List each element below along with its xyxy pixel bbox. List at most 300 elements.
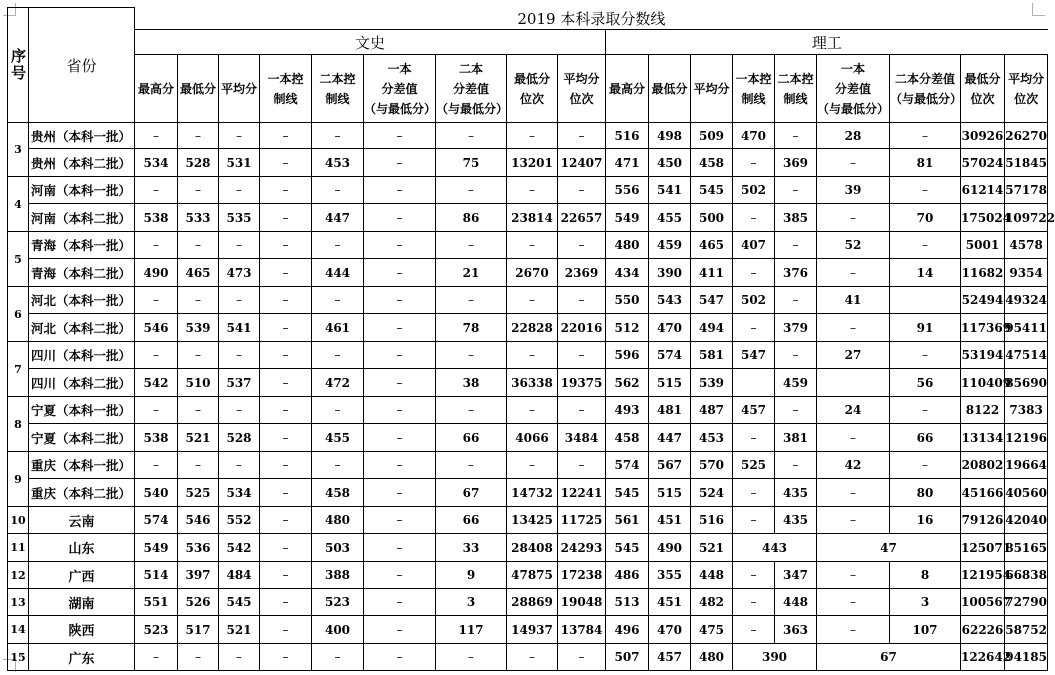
score-cell: 24 [817, 397, 890, 424]
score-cell: – [890, 123, 961, 149]
score-cell: 13784 [558, 616, 606, 644]
score-cell: 27 [817, 342, 890, 369]
score-cell: 498 [649, 123, 691, 149]
score-cell: 465 [178, 259, 219, 287]
score-cell: 539 [691, 369, 733, 397]
row-seq: 15 [8, 644, 29, 671]
table-row [8, 589, 1048, 616]
score-cell: 453 [691, 424, 733, 452]
score-cell: 545 [606, 534, 649, 562]
score-cell: 53194 [961, 342, 1005, 369]
score-cell: – [260, 562, 312, 589]
score-cell: 397 [178, 562, 219, 589]
score-cell: 545 [606, 479, 649, 507]
score-cell: – [178, 452, 219, 479]
score-cell: 556 [606, 177, 649, 204]
province-name: 四川（本科二批） [29, 369, 135, 397]
province-name: 宁夏（本科二批） [29, 424, 135, 452]
score-cell: – [364, 397, 436, 424]
column-header: 二本控 制线 [312, 55, 364, 123]
score-cell: – [817, 507, 890, 534]
score-cell: – [733, 479, 775, 507]
score-cell: 435 [775, 479, 817, 507]
score-cell: – [312, 123, 364, 149]
score-cell: – [436, 232, 507, 259]
score-cell: 5001 [961, 232, 1005, 259]
score-cell: – [436, 397, 507, 424]
score-cell: 515 [649, 479, 691, 507]
score-cell: – [890, 177, 961, 204]
score-cell: 9354 [1005, 259, 1048, 287]
score-cell: – [364, 424, 436, 452]
score-cell: – [775, 287, 817, 314]
score-cell: 66 [890, 424, 961, 452]
score-cell: 21 [436, 259, 507, 287]
score-cell: 513 [606, 589, 649, 616]
score-cell: 390 [733, 644, 817, 671]
score-cell: 516 [691, 507, 733, 534]
score-cell: – [775, 123, 817, 149]
score-cell: 86 [436, 204, 507, 232]
score-cell: – [364, 616, 436, 644]
score-cell: – [507, 644, 558, 671]
table-row [8, 397, 1048, 424]
score-cell [733, 369, 775, 397]
score-cell: 531 [219, 149, 260, 177]
score-cell: – [890, 342, 961, 369]
score-cell: – [260, 534, 312, 562]
score-cell: – [817, 616, 890, 644]
score-cell: 56 [890, 369, 961, 397]
score-cell: – [733, 424, 775, 452]
score-cell: – [507, 123, 558, 149]
score-cell: – [312, 287, 364, 314]
score-cell: 400 [312, 616, 364, 644]
score-cell: 75 [436, 149, 507, 177]
province-name: 河北（本科二批） [29, 314, 135, 342]
score-cell: – [178, 123, 219, 149]
score-cell: 9 [436, 562, 507, 589]
row-seq: 13 [8, 589, 29, 616]
score-cell: 542 [219, 534, 260, 562]
score-cell: 19375 [558, 369, 606, 397]
score-cell: 117369 [961, 314, 1005, 342]
score-cell: – [260, 204, 312, 232]
row-seq: 4 [8, 177, 29, 232]
score-cell: 67 [436, 479, 507, 507]
score-cell: 3 [436, 589, 507, 616]
score-cell: 42040 [1005, 507, 1048, 534]
province-header: 省份 [29, 8, 135, 123]
score-cell: 458 [691, 149, 733, 177]
column-header: 二本控 制线 [775, 55, 817, 123]
table-row [8, 232, 1048, 259]
score-cell: – [364, 342, 436, 369]
score-cell: 570 [691, 452, 733, 479]
seq-header: 序号 [8, 8, 29, 123]
score-cell: 41 [817, 287, 890, 314]
score-cell: 19664 [1005, 452, 1048, 479]
score-cell: 538 [135, 424, 178, 452]
score-cell: 457 [649, 644, 691, 671]
score-cell: 13425 [507, 507, 558, 534]
column-header: 一本 分差值 （与最低分） [364, 55, 436, 123]
score-cell: – [890, 452, 961, 479]
score-cell: – [260, 424, 312, 452]
table-row [8, 424, 1048, 452]
score-cell: – [364, 123, 436, 149]
score-cell: – [260, 397, 312, 424]
score-cell: 542 [135, 369, 178, 397]
score-cell: – [260, 123, 312, 149]
score-cell: 448 [691, 562, 733, 589]
score-cell: – [178, 644, 219, 671]
score-cell: – [364, 644, 436, 671]
score-cell: 496 [606, 616, 649, 644]
score-cell: – [733, 149, 775, 177]
score-cell: – [507, 232, 558, 259]
score-cell: 528 [178, 149, 219, 177]
score-cell: – [558, 452, 606, 479]
score-cell: 45166 [961, 479, 1005, 507]
province-name: 青海（本科二批） [29, 259, 135, 287]
score-cell: – [364, 589, 436, 616]
score-cell: 2670 [507, 259, 558, 287]
score-cell: 534 [135, 149, 178, 177]
score-cell: 38 [436, 369, 507, 397]
score-cell: 14937 [507, 616, 558, 644]
score-cell: – [558, 397, 606, 424]
table-row [8, 123, 1048, 149]
score-cell: 22016 [558, 314, 606, 342]
score-cell: – [364, 369, 436, 397]
score-cell: 562 [606, 369, 649, 397]
score-cell: 574 [649, 342, 691, 369]
score-cell: 549 [606, 204, 649, 232]
score-cell: 481 [649, 397, 691, 424]
score-cell: 407 [733, 232, 775, 259]
score-cell: 47514 [1005, 342, 1048, 369]
score-cell: 545 [219, 589, 260, 616]
score-cell: 58752 [1005, 616, 1048, 644]
score-cell: – [135, 177, 178, 204]
score-cell: – [507, 342, 558, 369]
score-cell: 486 [606, 562, 649, 589]
score-cell: 78 [436, 314, 507, 342]
score-cell: 484 [219, 562, 260, 589]
score-cell: 57178 [1005, 177, 1048, 204]
score-cell: – [558, 342, 606, 369]
score-cell: – [364, 259, 436, 287]
score-cell: 473 [219, 259, 260, 287]
score-cell: 39 [817, 177, 890, 204]
row-seq: 12 [8, 562, 29, 589]
score-cell: 561 [606, 507, 649, 534]
score-cell: – [364, 287, 436, 314]
score-cell: 388 [312, 562, 364, 589]
score-cell: – [364, 479, 436, 507]
score-cell: 523 [312, 589, 364, 616]
score-cell: 107 [890, 616, 961, 644]
score-cell: – [733, 314, 775, 342]
score-cell: 7383 [1005, 397, 1048, 424]
score-cell: 551 [135, 589, 178, 616]
score-cell: 470 [733, 123, 775, 149]
score-cell: 355 [649, 562, 691, 589]
score-cell: 70 [890, 204, 961, 232]
column-header: 最高分 [135, 55, 178, 123]
score-cell: – [436, 123, 507, 149]
score-cell: 480 [312, 507, 364, 534]
score-cell: 8122 [961, 397, 1005, 424]
score-cell: 8 [890, 562, 961, 589]
score-cell: – [507, 177, 558, 204]
score-cell: 457 [733, 397, 775, 424]
table-row [8, 369, 1048, 397]
score-cell: 521 [691, 534, 733, 562]
score-cell: – [364, 232, 436, 259]
score-cell: 546 [135, 314, 178, 342]
score-cell: 26270 [1005, 123, 1048, 149]
score-cell: 51845 [1005, 149, 1048, 177]
table-row [8, 562, 1048, 589]
score-cell: 11682 [961, 259, 1005, 287]
score-cell: – [135, 342, 178, 369]
score-cell: – [260, 452, 312, 479]
table-title: 2019 本科录取分数线 [135, 8, 1048, 30]
score-cell: 28 [817, 123, 890, 149]
province-name: 山东 [29, 534, 135, 562]
score-cell: – [312, 232, 364, 259]
score-cell: 523 [135, 616, 178, 644]
score-cell: 369 [775, 149, 817, 177]
score-cell: 16 [890, 507, 961, 534]
score-cell: 33 [436, 534, 507, 562]
score-cell: – [817, 204, 890, 232]
row-seq: 9 [8, 452, 29, 507]
score-cell: – [364, 534, 436, 562]
score-cell: 533 [178, 204, 219, 232]
score-cell: 545 [691, 177, 733, 204]
score-cell: 110409 [961, 369, 1005, 397]
score-cell: 552 [219, 507, 260, 534]
score-cell: – [135, 397, 178, 424]
score-cell: 42 [817, 452, 890, 479]
province-name: 宁夏（本科一批） [29, 397, 135, 424]
score-cell: – [260, 287, 312, 314]
score-cell: 517 [178, 616, 219, 644]
score-cell: – [364, 562, 436, 589]
table-row [8, 644, 1048, 671]
score-cell: – [436, 287, 507, 314]
score-cell: 535 [219, 204, 260, 232]
column-header: 平均分 位次 [1005, 55, 1048, 123]
score-cell: – [775, 177, 817, 204]
score-cell: 574 [606, 452, 649, 479]
score-cell: 376 [775, 259, 817, 287]
score-cell: 526 [178, 589, 219, 616]
score-cell: 487 [691, 397, 733, 424]
province-name: 陕西 [29, 616, 135, 644]
score-cell: – [733, 259, 775, 287]
score-cell: 538 [135, 204, 178, 232]
score-cell: 490 [649, 534, 691, 562]
score-cell: 434 [606, 259, 649, 287]
score-cell: 411 [691, 259, 733, 287]
score-cell: – [260, 507, 312, 534]
score-cell: – [436, 644, 507, 671]
score-cell: 444 [312, 259, 364, 287]
score-cell: 510 [178, 369, 219, 397]
score-cell: 451 [649, 589, 691, 616]
score-cell: 13134 [961, 424, 1005, 452]
column-header: 最高分 [606, 55, 649, 123]
score-cell: 537 [219, 369, 260, 397]
score-cell: 502 [733, 177, 775, 204]
score-cell: 528 [219, 424, 260, 452]
table-row [8, 507, 1048, 534]
score-cell: 175024 [961, 204, 1005, 232]
score-cell [817, 369, 890, 397]
score-cell: 28408 [507, 534, 558, 562]
score-cell: 515 [649, 369, 691, 397]
score-cell: 450 [649, 149, 691, 177]
table-row [8, 204, 1048, 232]
score-cell: 574 [135, 507, 178, 534]
score-cell: – [364, 149, 436, 177]
score-cell: 19048 [558, 589, 606, 616]
score-cell: – [178, 342, 219, 369]
score-cell: 459 [775, 369, 817, 397]
score-cell: 534 [219, 479, 260, 507]
score-cell: 470 [649, 314, 691, 342]
score-cell: 61214 [961, 177, 1005, 204]
score-cell: 596 [606, 342, 649, 369]
province-name: 四川（本科一批） [29, 342, 135, 369]
table-row [8, 177, 1048, 204]
score-cell: – [364, 314, 436, 342]
score-cell: – [260, 314, 312, 342]
score-cell: – [558, 644, 606, 671]
score-cell: 125071 [961, 534, 1005, 562]
score-cell: 482 [691, 589, 733, 616]
score-cell: 443 [733, 534, 817, 562]
score-cell: 470 [649, 616, 691, 644]
score-cell: 85165 [1005, 534, 1048, 562]
score-cell: – [890, 232, 961, 259]
score-cell: 512 [606, 314, 649, 342]
score-cell: 14 [890, 259, 961, 287]
score-cell: 539 [178, 314, 219, 342]
score-cell: 11725 [558, 507, 606, 534]
score-cell: – [436, 452, 507, 479]
table-row [8, 287, 1048, 314]
column-header: 一本控 制线 [733, 55, 775, 123]
row-seq: 6 [8, 287, 29, 342]
li-header: 理工 [606, 30, 1048, 55]
score-cell: 447 [312, 204, 364, 232]
table-row [8, 534, 1048, 562]
score-cell: 525 [178, 479, 219, 507]
province-name: 河北（本科一批） [29, 287, 135, 314]
column-header: 平均分 位次 [558, 55, 606, 123]
score-cell: – [219, 177, 260, 204]
score-cell: – [507, 287, 558, 314]
score-cell: – [558, 177, 606, 204]
score-cell: 49324 [1005, 287, 1048, 314]
score-cell: 547 [733, 342, 775, 369]
score-cell: – [260, 259, 312, 287]
score-cell: – [178, 397, 219, 424]
score-cell: 465 [691, 232, 733, 259]
score-cell: – [775, 397, 817, 424]
score-cell: 390 [649, 259, 691, 287]
score-cell: 79126 [961, 507, 1005, 534]
score-cell: – [817, 479, 890, 507]
table-row [8, 452, 1048, 479]
table-row [8, 314, 1048, 342]
score-cell: – [436, 342, 507, 369]
score-cell: – [219, 397, 260, 424]
score-cell: 447 [649, 424, 691, 452]
score-cell: – [312, 644, 364, 671]
score-cell: 12407 [558, 149, 606, 177]
score-cell: 521 [219, 616, 260, 644]
score-cell: – [436, 177, 507, 204]
score-cell: – [364, 507, 436, 534]
score-cell: – [260, 232, 312, 259]
score-cell: 81 [890, 149, 961, 177]
score-cell: 471 [606, 149, 649, 177]
score-cell: 52494 [961, 287, 1005, 314]
score-cell: – [178, 177, 219, 204]
score-cell: – [817, 314, 890, 342]
score-cell: 36338 [507, 369, 558, 397]
score-cell: 451 [649, 507, 691, 534]
score-cell: 40560 [1005, 479, 1048, 507]
score-cell: – [260, 369, 312, 397]
score-cell: 541 [219, 314, 260, 342]
province-name: 青海（本科一批） [29, 232, 135, 259]
province-name: 广东 [29, 644, 135, 671]
score-cell: – [817, 149, 890, 177]
score-cell: 91 [890, 314, 961, 342]
column-header: 一本 分差值 （与最低分） [817, 55, 890, 123]
score-cell: – [817, 589, 890, 616]
score-cell: – [364, 452, 436, 479]
score-cell: 475 [691, 616, 733, 644]
row-seq: 3 [8, 123, 29, 177]
score-cell: 435 [775, 507, 817, 534]
score-cell: 3 [890, 589, 961, 616]
province-name: 广西 [29, 562, 135, 589]
score-cell: 94185 [1005, 644, 1048, 671]
score-cell: 490 [135, 259, 178, 287]
score-cell: – [178, 287, 219, 314]
score-cell: 549 [135, 534, 178, 562]
score-cell: 525 [733, 452, 775, 479]
province-name: 湖南 [29, 589, 135, 616]
score-cell: – [775, 452, 817, 479]
score-cell: – [219, 342, 260, 369]
score-cell: 80 [890, 479, 961, 507]
score-cell: – [733, 562, 775, 589]
score-cell: 67 [817, 644, 961, 671]
score-cell: 509 [691, 123, 733, 149]
score-cell: 540 [135, 479, 178, 507]
score-cell: 502 [733, 287, 775, 314]
score-cell: – [775, 232, 817, 259]
